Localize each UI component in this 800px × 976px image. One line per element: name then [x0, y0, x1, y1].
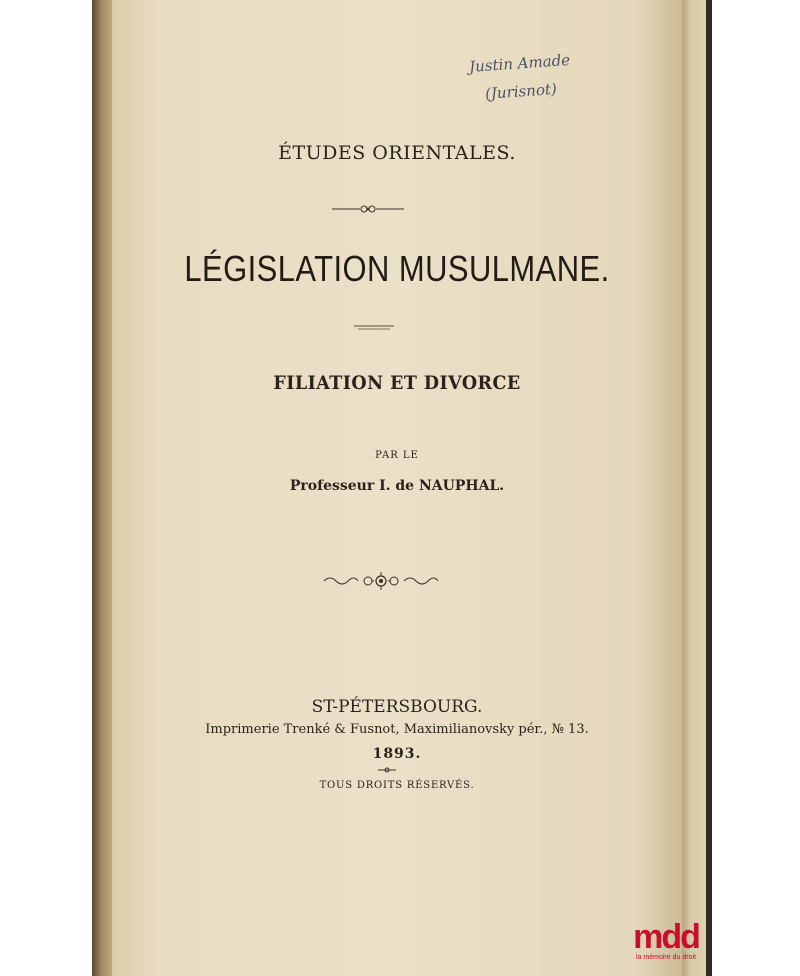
mdd-logo-mark: mdd [633, 918, 699, 956]
handwritten-note [468, 43, 612, 109]
floral-ornament [322, 570, 440, 592]
subtitle: FILIATION ET DIVORCE [273, 372, 521, 394]
city: ST-PÉTERSBOURG. [311, 697, 483, 717]
main-title: LÉGISLATION MUSULMANE. [184, 248, 610, 289]
series-title: ÉTUDES ORIENTALES. [278, 142, 516, 164]
double-rule-ornament [354, 324, 394, 332]
author-line: Professeur I. de NAUPHAL. [289, 478, 505, 494]
small-scroll-ornament [330, 202, 406, 216]
publication-year: 1893. [372, 746, 422, 762]
tiny-ornament [378, 766, 396, 774]
by-line: PAR LE [375, 450, 419, 461]
book-cover-edge [706, 0, 712, 976]
publisher-line: Imprimerie Trenké & Fusnot, Maximilianovsky pér., № 13. [205, 722, 589, 737]
rights-notice: TOUS DROITS RÉSERVÉS. [319, 780, 475, 791]
handwritten-note-line: Justin Amade [468, 50, 571, 76]
mdd-logo [626, 920, 706, 961]
handwritten-note-line: (Jurisnot) [484, 79, 558, 103]
mdd-logo-tagline: la mémoire du droit [636, 954, 696, 961]
